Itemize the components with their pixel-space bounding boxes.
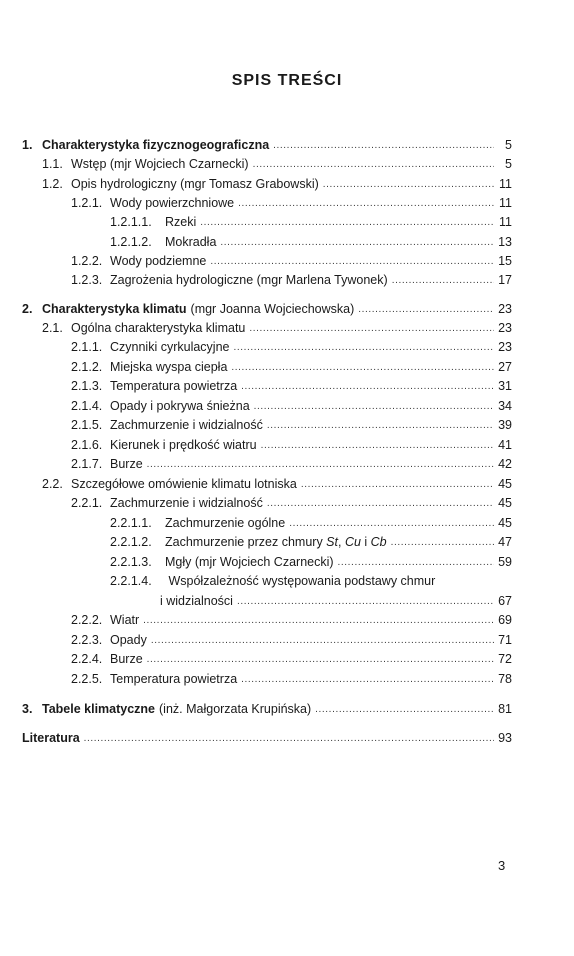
toc-entry-page: 41 xyxy=(498,438,512,452)
toc-entry-1-2-2[interactable] xyxy=(71,254,512,270)
toc-entry-page: 11 xyxy=(499,215,512,229)
toc-entry-number: 2.2.1.4. xyxy=(110,574,152,588)
toc-entry-page: 34 xyxy=(498,399,512,413)
toc-entry-1-2[interactable] xyxy=(42,177,512,193)
toc-entry-title: Literatura xyxy=(22,731,80,745)
dot-leader xyxy=(143,613,494,628)
toc-entry-number: 2.1.5. xyxy=(71,418,103,432)
toc-entry-2-2-1[interactable] xyxy=(71,496,512,512)
toc-entry-title: Wody podziemne xyxy=(110,254,207,268)
toc-entry-title: Mgły (mjr Wojciech Czarnecki) xyxy=(165,555,334,569)
toc-entry-2-1-3[interactable] xyxy=(71,379,512,395)
toc-entry-title: Opady i pokrywa śnieżna xyxy=(110,399,250,413)
toc-entry-2[interactable] xyxy=(22,302,512,318)
toc-entry-number: 2.2.1.3. xyxy=(110,555,152,569)
toc-entry-2-2-2[interactable] xyxy=(71,613,512,629)
toc-entry-author: (mgr Joanna Wojciechowska) xyxy=(190,302,355,316)
toc-entry-number: 2.2.4. xyxy=(71,652,103,666)
toc-entry-title: Charakterystyka fizycznogeograficzna xyxy=(42,138,270,152)
toc-entry-number: 1.2.2. xyxy=(71,254,103,268)
toc-entry-number: 2.2. xyxy=(42,477,63,491)
dot-leader xyxy=(338,555,494,570)
toc-entry-page: 11 xyxy=(499,177,512,191)
dot-leader xyxy=(267,496,494,511)
toc-entry-2-2-1-3[interactable] xyxy=(110,555,512,571)
toc-entry-1-1[interactable] xyxy=(42,157,512,173)
dot-leader xyxy=(84,731,494,746)
toc-entry-number: 1.1. xyxy=(42,157,63,171)
toc-entry-page: 5 xyxy=(505,138,512,152)
toc-entry-2-1-4[interactable] xyxy=(71,399,512,415)
toc-entry-title: Opady xyxy=(110,633,147,647)
toc-entry-page: 45 xyxy=(498,516,512,530)
toc-entry-1-2-1-2[interactable] xyxy=(110,235,512,251)
toc-entry-title: Wiatr xyxy=(110,613,140,627)
toc-entry-2-2-1-4-continuation[interactable] xyxy=(160,594,512,610)
dot-leader xyxy=(392,273,494,288)
dot-leader xyxy=(233,340,494,355)
toc-entry-title: Rzeki xyxy=(165,215,197,229)
toc-entry-number: 1.2.1.2. xyxy=(110,235,152,249)
toc-entry-2-1-2[interactable] xyxy=(71,360,512,376)
toc-entry-page: 13 xyxy=(498,235,512,249)
toc-entry-1-2-1[interactable] xyxy=(71,196,512,212)
dot-leader xyxy=(267,418,494,433)
toc-entry-page: 15 xyxy=(498,254,512,268)
toc-entry-title: Opis hydrologiczny (mgr Tomasz Grabowski) xyxy=(71,177,319,191)
toc-entry-number: 2. xyxy=(22,302,33,316)
dot-leader xyxy=(301,477,494,492)
toc-entry-number: 2.1. xyxy=(42,321,63,335)
toc-entry-page: 39 xyxy=(498,418,512,432)
dot-leader xyxy=(200,215,494,230)
toc-entry-number: 1.2. xyxy=(42,177,63,191)
toc-entry-number: 2.1.6. xyxy=(71,438,103,452)
dot-leader xyxy=(237,594,494,609)
toc-entry-title: Zachmurzenie przez chmury St, Cu i Cb xyxy=(165,535,387,549)
toc-entry-1-2-1-1[interactable] xyxy=(110,215,512,231)
toc-entry-number: 3. xyxy=(22,702,33,716)
dot-leader xyxy=(220,235,494,250)
toc-entry-page: 93 xyxy=(498,731,512,745)
toc-entry-number: 2.1.3. xyxy=(71,379,103,393)
toc-entry-number: 2.1.2. xyxy=(71,360,103,374)
toc-entry-2-1-7[interactable] xyxy=(71,457,512,473)
toc-entry-page: 59 xyxy=(498,555,512,569)
toc-entry-2-2-4[interactable] xyxy=(71,652,512,668)
toc-entry-title: Zagrożenia hydrologiczne (mgr Marlena Tywonek) xyxy=(110,273,388,287)
toc-entry-number: 1. xyxy=(22,138,33,152)
toc-entry-title: Zachmurzenie i widzialność xyxy=(110,418,263,432)
toc-entry-page: 17 xyxy=(498,273,512,287)
toc-entry-title: Miejska wyspa ciepła xyxy=(110,360,228,374)
toc-entry-2-1-6[interactable] xyxy=(71,438,512,454)
dot-leader xyxy=(358,302,494,317)
toc-entry-title: Szczegółowe omówienie klimatu lotniska xyxy=(71,477,297,491)
toc-entry-title: Wody powierzchniowe xyxy=(110,196,235,210)
dot-leader xyxy=(241,672,494,687)
page-number: 3 xyxy=(498,858,506,873)
dot-leader xyxy=(151,633,494,648)
dot-leader xyxy=(315,702,494,717)
toc-entry-page: 45 xyxy=(498,496,512,510)
toc-entry-page: 23 xyxy=(498,321,512,335)
toc-entry-title: Zachmurzenie ogólne xyxy=(165,516,286,530)
dot-leader xyxy=(323,177,494,192)
toc-entry-number: 2.2.1.1. xyxy=(110,516,152,530)
toc-entry-3[interactable] xyxy=(22,702,512,718)
dot-leader xyxy=(147,457,494,472)
toc-entry-page: 72 xyxy=(498,652,512,666)
toc-entry-1[interactable] xyxy=(22,138,512,154)
toc-entry-number: 2.2.2. xyxy=(71,613,103,627)
toc-entry-author: (inż. Małgorzata Krupińska) xyxy=(159,702,312,716)
toc-entry-number: 1.2.3. xyxy=(71,273,103,287)
toc-entry-number: 1.2.1. xyxy=(71,196,103,210)
toc-entry-title: Temperatura powietrza xyxy=(110,672,238,686)
toc-entry-title: Zachmurzenie i widzialność xyxy=(110,496,263,510)
toc-entry-page: 71 xyxy=(498,633,512,647)
dot-leader xyxy=(231,360,494,375)
toc-entry-title: Tabele klimatyczne xyxy=(42,702,156,716)
toc-entry-page: 81 xyxy=(498,702,512,716)
toc-entry-page: 23 xyxy=(498,302,512,316)
toc-entry-1-2-3[interactable] xyxy=(71,273,512,289)
toc-entry-number: 2.2.3. xyxy=(71,633,103,647)
toc-entry-page: 69 xyxy=(498,613,512,627)
dot-leader xyxy=(147,652,494,667)
dot-leader xyxy=(289,516,494,531)
toc-entry-page: 42 xyxy=(498,457,512,471)
dot-leader xyxy=(261,438,494,453)
toc-entry-2-2-1-1[interactable] xyxy=(110,516,512,532)
toc-entry-page: 67 xyxy=(498,594,512,608)
toc-entry-title: Temperatura powietrza xyxy=(110,379,238,393)
toc-entry-title: Kierunek i prędkość wiatru xyxy=(110,438,257,452)
toc-entry-title: Mokradła xyxy=(165,235,217,249)
toc-entry-title: Ogólna charakterystyka klimatu xyxy=(71,321,246,335)
toc-entry-2-2-1-4[interactable] xyxy=(110,574,435,589)
toc-entry-number: 2.2.1. xyxy=(71,496,103,510)
dot-leader xyxy=(254,399,494,414)
toc-entry-2-2[interactable] xyxy=(42,477,512,493)
toc-entry-title: Współzależność występowania podstawy chmur xyxy=(168,574,436,588)
dot-leader xyxy=(253,157,494,172)
toc-entry-number: 2.1.7. xyxy=(71,457,103,471)
toc-entry-2-1-5[interactable] xyxy=(71,418,512,434)
toc-entry-page: 45 xyxy=(498,477,512,491)
toc-entry-title: Wstęp (mjr Wojciech Czarnecki) xyxy=(71,157,249,171)
dot-leader xyxy=(238,196,494,211)
toc-entry-literatura[interactable] xyxy=(22,731,512,747)
toc-entry-2-1[interactable] xyxy=(42,321,512,337)
toc-entry-number: 1.2.1.1. xyxy=(110,215,152,229)
toc-entry-2-1-1[interactable] xyxy=(71,340,512,356)
toc-entry-number: 2.1.4. xyxy=(71,399,103,413)
toc-entry-number: 2.2.1.2. xyxy=(110,535,152,549)
toc-entry-title: Burze xyxy=(110,652,143,666)
toc-entry-page: 78 xyxy=(498,672,512,686)
dot-leader xyxy=(241,379,494,394)
toc-entry-2-2-3[interactable] xyxy=(71,633,512,649)
page-title: SPIS TREŚCI xyxy=(231,72,343,89)
toc-entry-number: 2.2.5. xyxy=(71,672,103,686)
dot-leader xyxy=(273,138,494,153)
dot-leader xyxy=(210,254,494,269)
toc-entry-title: Burze xyxy=(110,457,143,471)
toc-entry-title-continuation: i widzialności xyxy=(160,594,233,608)
toc-entry-page: 11 xyxy=(499,196,512,210)
toc-entry-2-2-1-2[interactable] xyxy=(110,535,512,551)
toc-entry-title: Czynniki cyrkulacyjne xyxy=(110,340,230,354)
toc-entry-title: Charakterystyka klimatu xyxy=(42,302,187,316)
toc-entry-page: 23 xyxy=(498,340,512,354)
toc-entry-page: 31 xyxy=(498,379,512,393)
dot-leader xyxy=(391,535,494,550)
toc-entry-page: 5 xyxy=(505,157,512,171)
dot-leader xyxy=(249,321,494,336)
toc-entry-number: 2.1.1. xyxy=(71,340,103,354)
toc-entry-page: 47 xyxy=(498,535,512,549)
toc-entry-2-2-5[interactable] xyxy=(71,672,512,688)
toc-entry-page: 27 xyxy=(498,360,512,374)
